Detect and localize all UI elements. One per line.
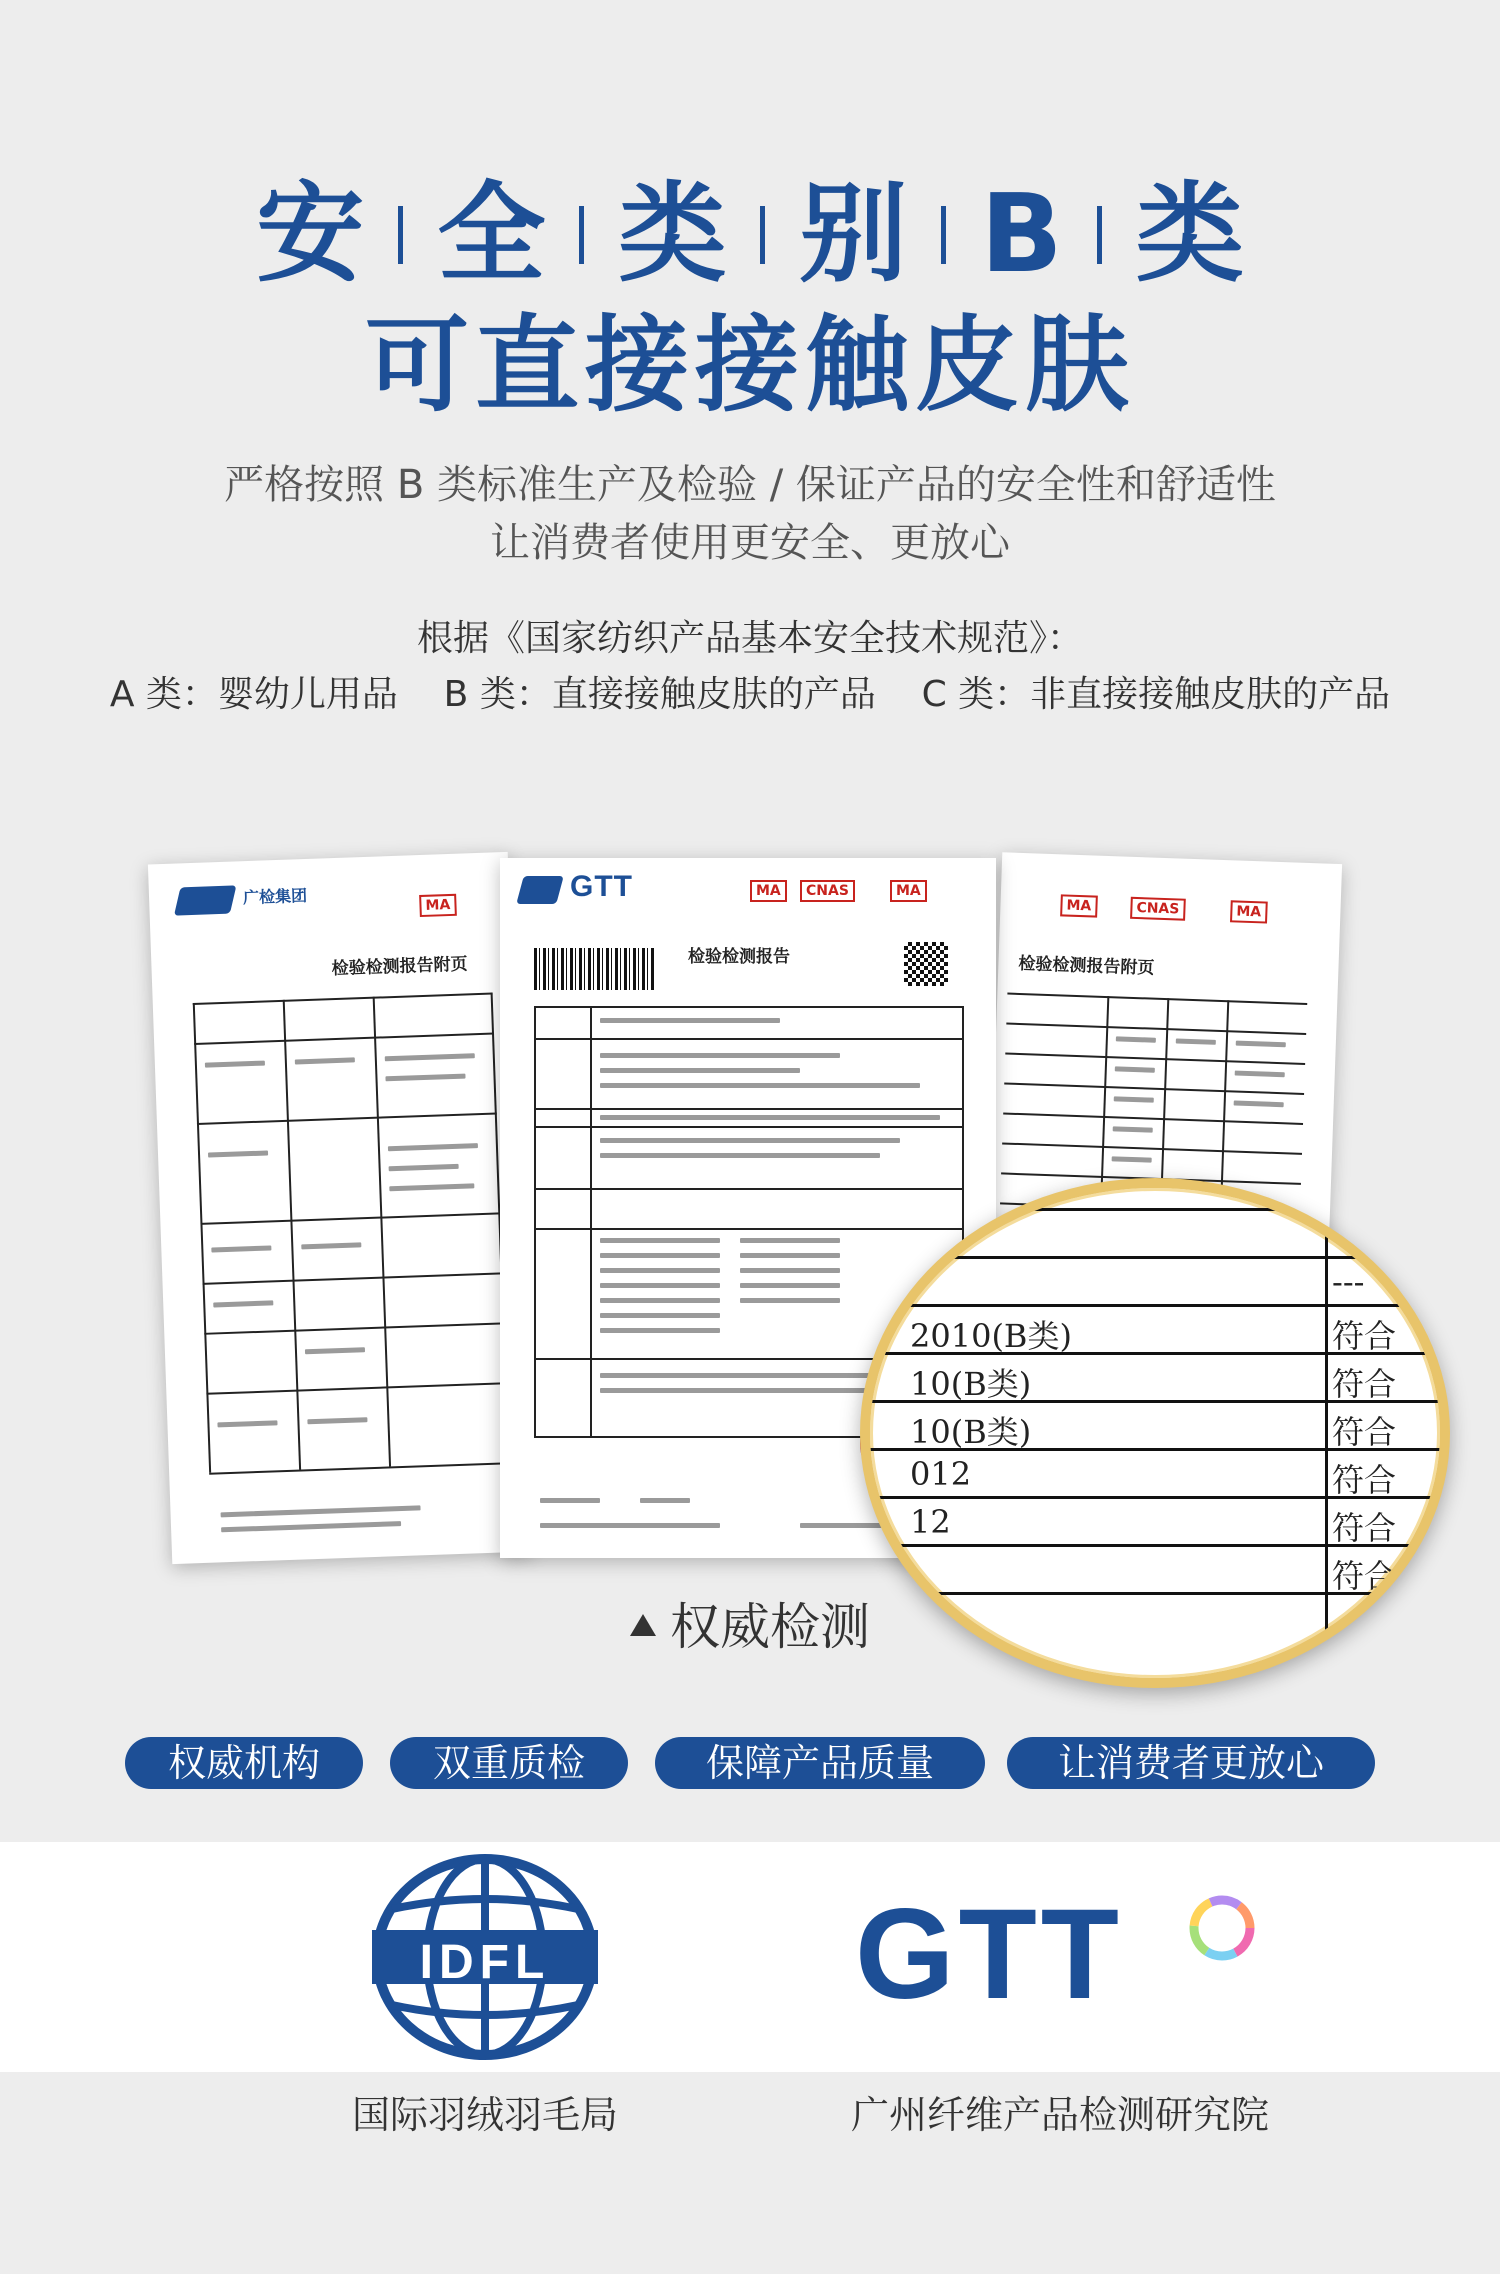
triangle-up-icon xyxy=(630,1614,656,1636)
magnified-row: 12 符合 xyxy=(870,1496,1440,1547)
headline-separator xyxy=(398,206,403,264)
headline-separator xyxy=(760,206,765,264)
standard-line1: 根据《国家纺织产品基本安全技术规范》： xyxy=(416,618,1083,659)
left-doc-logo-text: 广检集团 xyxy=(242,885,308,908)
right-doc-title: 检验检测报告附页 xyxy=(1018,953,1155,979)
headline-char: 全 xyxy=(437,172,546,297)
headline-char: 别 xyxy=(799,172,908,297)
headline-char: 类 xyxy=(1135,172,1244,297)
magnified-row: 012 符合 xyxy=(870,1448,1440,1499)
caption-text: 权威检测 xyxy=(670,1598,870,1656)
center-doc-logo-text: GTT xyxy=(570,870,633,903)
subtitle-line1: 严格按照 B 类标准生产及检验 / 保证产品的安全性和舒适性 xyxy=(224,462,1276,508)
cnas-stamp-icon: CNAS xyxy=(800,880,855,902)
cnas-stamp-icon: CNAS xyxy=(1130,897,1186,921)
authority-caption xyxy=(0,1592,1500,1662)
ma-stamp-icon: MA xyxy=(750,880,787,902)
logos-band xyxy=(0,1842,1500,2072)
pill-consumer-peace: 让消费者更放心 xyxy=(1007,1737,1375,1789)
pill-quality-assurance: 保障产品质量 xyxy=(655,1737,985,1789)
qr-code-icon xyxy=(904,942,948,986)
magnified-row: 2010(B类) 符合 xyxy=(870,1304,1440,1355)
headline-separator xyxy=(1097,206,1102,264)
ma-stamp-icon: MA xyxy=(1230,900,1268,923)
gtt-small-logo-icon xyxy=(516,876,564,904)
pill-double-inspection: 双重质检 xyxy=(390,1737,628,1789)
guangjian-logo-icon xyxy=(174,885,236,915)
headline-separator xyxy=(941,206,946,264)
headline-line1 xyxy=(0,170,1500,300)
ma-stamp-icon: MA xyxy=(1060,894,1098,917)
pill-authority-institution: 权威机构 xyxy=(125,1737,363,1789)
report-appendix-left xyxy=(148,852,532,1564)
headline-char: B xyxy=(980,172,1063,297)
headline-char: 安 xyxy=(256,172,365,297)
center-doc-title: 检验检测报告 xyxy=(688,947,790,967)
left-doc-title: 检验检测报告附页 xyxy=(331,954,468,980)
magnified-row: 10(B类) 符合 xyxy=(870,1352,1440,1403)
gtt-rainbow-ring-icon xyxy=(1182,1888,1262,1968)
gtt-logo-text: GTT xyxy=(855,1883,1123,2026)
magnified-row: --- xyxy=(870,1256,1440,1307)
headline-char: 类 xyxy=(618,172,727,297)
ma-stamp-icon: MA xyxy=(890,880,927,902)
ma-stamp-icon: MA xyxy=(419,894,457,917)
subtitle-line2: 让消费者使用更安全、更放心 xyxy=(490,520,1010,566)
gtt-org-name: 广州纤维产品检测研究院 xyxy=(850,2093,1269,2137)
barcode-icon xyxy=(534,948,654,990)
standard-line2: A 类：婴幼儿用品 B 类：直接接触皮肤的产品 C 类：非直接接触皮肤的产品 xyxy=(109,674,1391,715)
magnified-row: --- xyxy=(870,1208,1440,1259)
headline-separator xyxy=(579,206,584,264)
idfl-org-name: 国际羽绒羽毛局 xyxy=(351,2093,618,2137)
magnified-row: 符合 xyxy=(870,1544,1440,1595)
idfl-logo-text: IDFL xyxy=(419,1936,551,1989)
magnified-row: 10(B类) 符合 xyxy=(870,1400,1440,1451)
headline-line2: 可直接接触皮肤 xyxy=(364,304,1135,426)
